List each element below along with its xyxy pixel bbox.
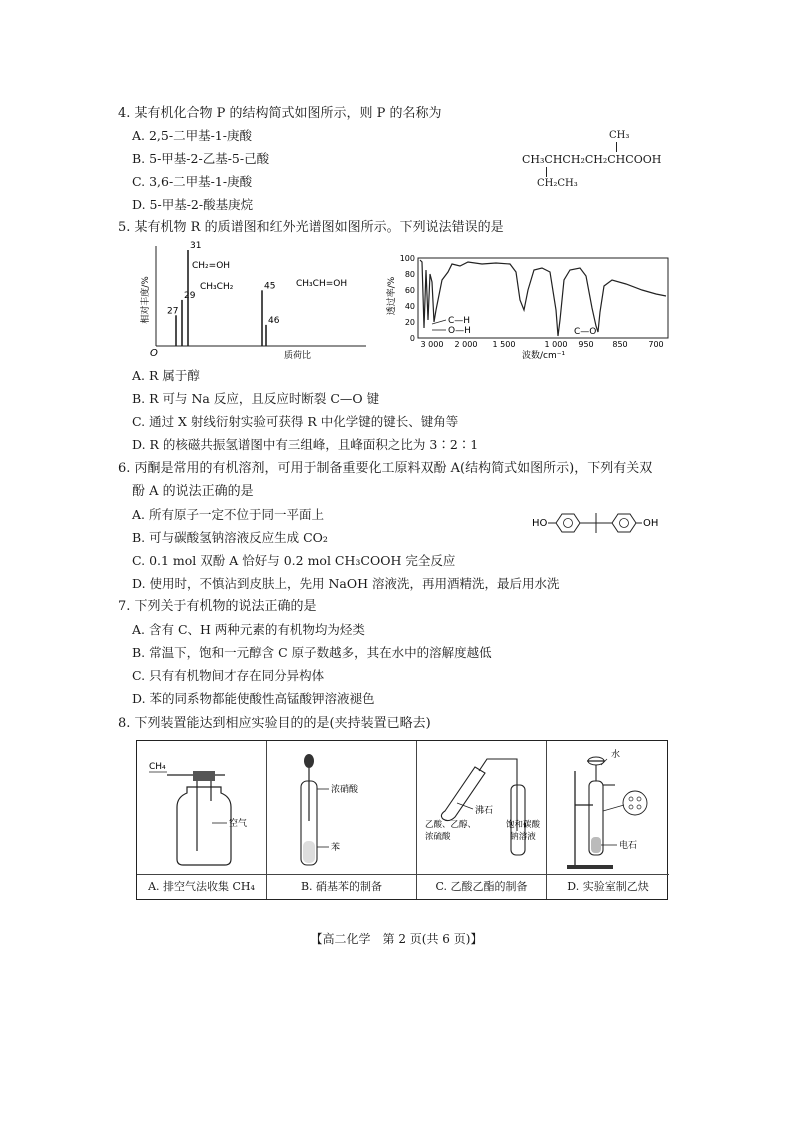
q6-option-b: B. 可与碳酸氢钠溶液反应生成 CO₂ (132, 530, 328, 545)
q6-option-a: A. 所有原子一定不位于同一平面上 (132, 507, 324, 522)
q7-option-a: A. 含有 C、H 两种元素的有机物均为烃类 (132, 622, 365, 637)
gas-bottle (177, 787, 231, 865)
panel-c-boiling-chips: 沸石 (475, 806, 494, 816)
q4-structure-top: CH₃ (609, 130, 630, 141)
panel-b-benzene: 苯 (331, 843, 341, 853)
apparatus-dropper-tube (267, 741, 417, 875)
panel-a-air: 空气 (229, 819, 248, 829)
ms-ylabel: 相对丰度/% (141, 276, 151, 324)
ir-ylabel: 透过率/% (387, 276, 397, 316)
ms-ann-ch2oh: CH₂=OH (192, 261, 231, 271)
panel-c-caption: C. 乙酸乙酯的制备 (417, 874, 546, 899)
ms-ann-ch3ch2: CH₃CH₂ (200, 282, 234, 292)
ir-xtick-3: 1 000 (544, 340, 568, 349)
bpa-ring-left (556, 514, 580, 532)
q5-option-d: D. R 的核磁共振氢谱图中有三组峰，且峰面积之比为 3∶2∶1 (132, 437, 479, 452)
bpa-ring-right (612, 514, 636, 532)
ms-peak-label-45: 45 (264, 281, 276, 292)
panel-c-na2co3: 饱和碳酸 (505, 820, 541, 830)
q7-option-b: B. 常温下，饱和一元醇含 C 原子数越多，其在水中的溶解度越低 (132, 645, 492, 660)
q7-option-d: D. 苯的同系物都能使酸性高锰酸钾溶液褪色 (132, 691, 375, 706)
q4-option-c: C. 3,6-二甲基-1-庚酸 (132, 174, 253, 189)
ir-ytick-60: 60 (404, 286, 415, 295)
panel-a-caption: A. 排空气法收集 CH₄ (137, 874, 266, 899)
ir-xtick-5: 850 (612, 340, 628, 349)
q8-panel-b (267, 741, 417, 899)
bpa-ho: HO (532, 518, 548, 529)
ir-yticks (400, 254, 415, 343)
ir-ann-oh: O—H (448, 326, 471, 336)
q4-option-b: B. 5-甲基-2-乙基-5-己酸 (132, 151, 270, 166)
ir-xticks (421, 340, 664, 349)
panel-b-nitric: 浓硝酸 (331, 785, 359, 795)
apparatus-acetylene (547, 741, 669, 875)
ir-xtick-1: 2 000 (454, 340, 478, 349)
ir-xtick-4: 950 (578, 340, 594, 349)
panel-b-caption: B. 硝基苯的制备 (267, 874, 416, 899)
bpa-oh: OH (643, 518, 659, 529)
q7-option-c: C. 只有有机物间才存在同分异构体 (132, 668, 325, 683)
q7-stem: 7. 下列关于有机物的说法正确的是 (118, 599, 317, 614)
ir-ytick-40: 40 (404, 302, 415, 311)
ir-xtick-0: 3 000 (420, 340, 444, 349)
panel-a-ch4: CH₄ (149, 762, 166, 772)
apparatus-gas-bottle (137, 741, 267, 875)
q6-option-d: D. 使用时，不慎沾到皮肤上，先用 NaOH 溶液洗，再用酒精洗，最后用水洗 (132, 576, 560, 591)
ir-ytick-0: 0 (409, 334, 415, 343)
magnified-view (623, 791, 647, 815)
q4-bond-bottom (546, 167, 547, 177)
q5-option-b: B. R 可与 Na 反应，且反应时断裂 C—O 键 (132, 391, 380, 406)
panel-d-water: 水 (611, 750, 621, 760)
q8-panel-d (547, 741, 669, 899)
ms-xlabel: 质荷比 (284, 351, 312, 361)
q5-option-a: A. R 属于醇 (132, 368, 200, 383)
panel-d-calcium-carbide: 电石 (619, 841, 638, 851)
q4-structure-bottom: CH₂CH₃ (537, 178, 578, 189)
ir-ytick-80: 80 (404, 270, 415, 279)
q6-stem-line2: 酚 A 的说法正确的是 (132, 484, 254, 499)
q4-structure-main: CH₃CHCH₂CH₂CHCOOH (522, 153, 662, 166)
q8-apparatus-table (136, 740, 668, 900)
q5-stem: 5. 某有机物 R 的质谱图和红外光谱图如图所示。下列说法错误的是 (118, 220, 504, 235)
q5-option-c: C. 通过 X 射线衍射实验可获得 R 中化学键的键长、键角等 (132, 414, 459, 429)
ir-ytick-20: 20 (404, 318, 415, 327)
ir-ann-ch: C—H (448, 316, 471, 326)
ir-xtick-2: 1 500 (492, 340, 516, 349)
ms-peak-label-29: 29 (184, 290, 196, 301)
ir-xtick-6: 700 (648, 340, 664, 349)
ir-ann-co: C—O (574, 327, 597, 337)
ms-peak-label-46: 46 (268, 315, 280, 326)
q6-stem-line1: 6. 丙酮是常用的有机溶剂，可用于制备重要化工原料双酚 A(结构简式如图所示)，下列有关双 (118, 461, 653, 476)
ms-origin: O (150, 348, 158, 359)
ir-ytick-100: 100 (399, 254, 415, 263)
q6-option-c: C. 0.1 mol 双酚 A 恰好与 0.2 mol CH₃COOH 完全反应 (132, 553, 456, 568)
q4-stem: 4. 某有机化合物 P 的结构简式如图所示，则 P 的名称为 (118, 106, 442, 121)
q8-stem: 8. 下列装置能达到相应实验目的的是(夹持装置已略去) (118, 716, 431, 731)
page-footer: 【高二化学 第 2 页(共 6 页)】 (310, 932, 483, 946)
q4-option-a: A. 2,5-二甲基-1-庚酸 (132, 128, 252, 143)
ms-peaks (167, 241, 280, 346)
panel-d-caption: D. 实验室制乙炔 (547, 874, 669, 899)
apparatus-ester (417, 741, 547, 875)
panel-c-h2so4: 浓硫酸 (425, 832, 451, 842)
q4-option-d: D. 5-甲基-2-酸基庚烷 (132, 197, 254, 212)
panel-c-solution: 钠溶液 (510, 832, 536, 842)
ms-peak-label-31: 31 (190, 241, 202, 251)
q4-bond-top (616, 142, 617, 152)
q8-panel-c (417, 741, 547, 899)
ir-spectrum (386, 250, 672, 362)
mass-spectrum (138, 240, 370, 362)
ir-xlabel: 波数/cm⁻¹ (522, 351, 566, 361)
ms-ann-ch3choh: CH₃CH=OH (296, 279, 348, 289)
q8-panel-a (137, 741, 267, 899)
ms-peak-label-27: 27 (167, 306, 179, 317)
panel-c-reagents: 乙酸、乙醇、 (425, 820, 477, 830)
bisphenol-a-structure (528, 506, 664, 540)
